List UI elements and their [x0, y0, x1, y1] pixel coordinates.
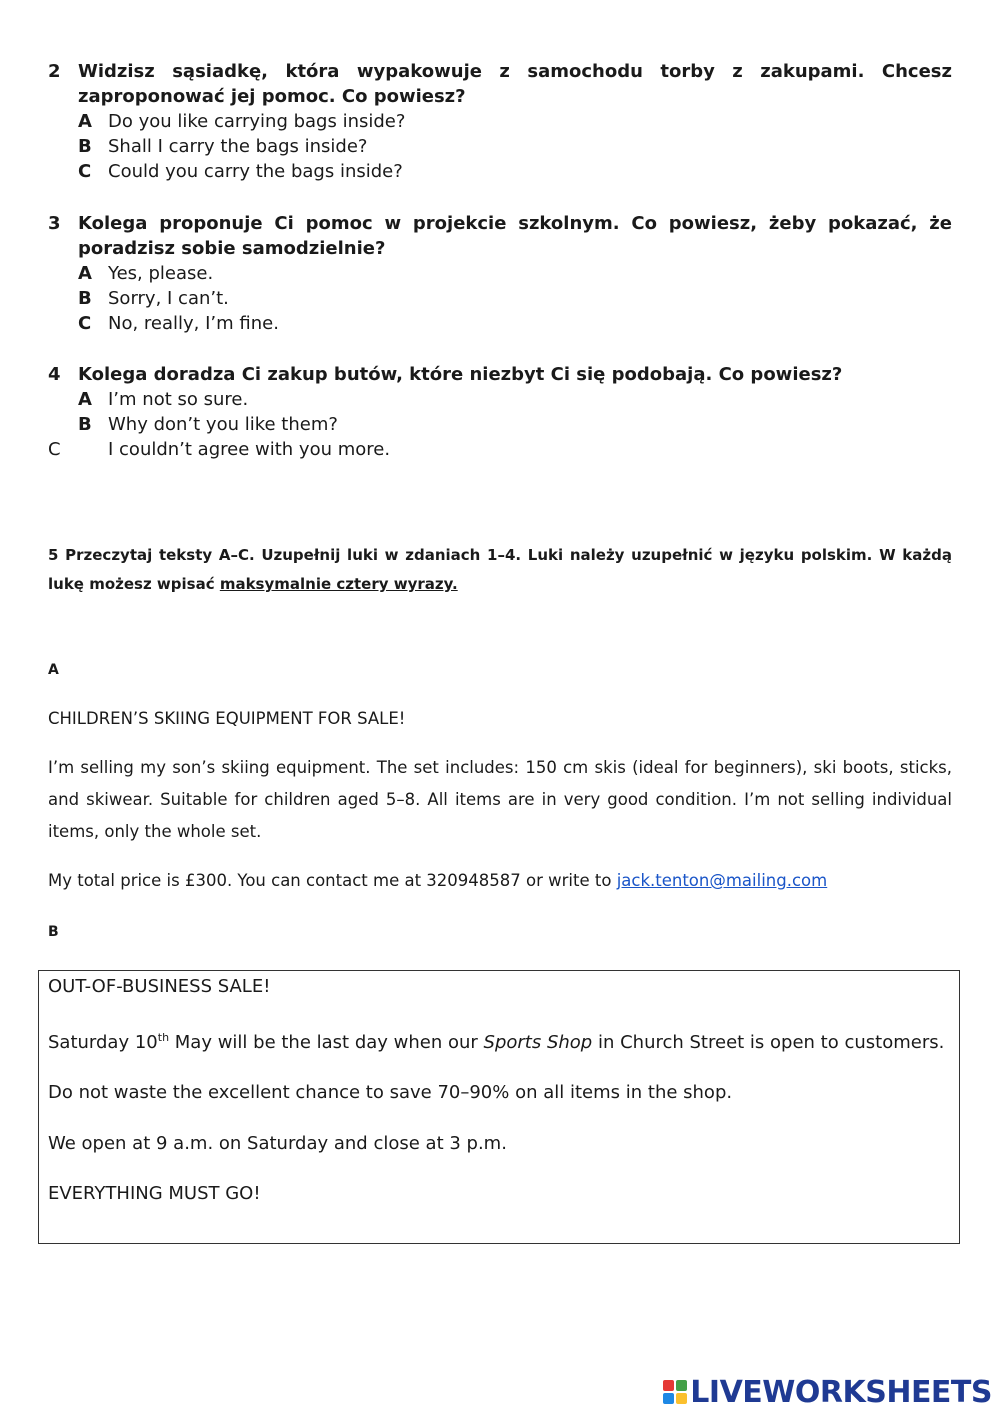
text-b-p1-pre: Saturday 10	[48, 1032, 158, 1053]
option-letter: C	[48, 439, 61, 460]
text-b-label: B	[48, 924, 59, 940]
text-b-p1-sup: th	[157, 1031, 170, 1044]
question-number: 2	[48, 61, 61, 82]
text-a-paragraph-1: I’m selling my son’s skiing equipment. The set includes: 150 cm skis (ideal for beginners), ski boots, sticks, and skiwear. Suitable for children aged 5–8. All items are in very good condition. I’m not selling individual items, only the whole set.	[48, 758, 952, 841]
option-letter: B	[78, 414, 92, 435]
option-text: I’m not so sure.	[108, 389, 249, 410]
task-5-instructions	[48, 541, 952, 599]
option-text: Why don’t you like them?	[108, 414, 338, 435]
text-b-shop-name: Sports Shop	[483, 1032, 593, 1053]
text-b-paragraph-3: We open at 9 a.m. on Saturday and close at 3 p.m.	[48, 1133, 507, 1154]
option-text: Do you like carrying bags inside?	[108, 111, 406, 132]
option-letter: A	[78, 389, 92, 410]
question-3	[48, 211, 952, 336]
question-number: 3	[48, 213, 61, 234]
text-b-paragraph-4: EVERYTHING MUST GO!	[48, 1183, 261, 1204]
option-letter: B	[78, 136, 92, 157]
option-text: Sorry, I can’t.	[108, 288, 229, 309]
text-a-label: A	[48, 662, 59, 678]
option-letter: A	[78, 263, 92, 284]
text-b-p1-mid: May will be the last day when our	[169, 1032, 484, 1053]
question-text: Widzisz sąsiadkę, która wypakowuje z samochodu torby z zakupami. Chcesz zaproponować jej pomoc. Co powiesz?	[78, 61, 952, 107]
question-number: 4	[48, 364, 61, 385]
option-text: Shall I carry the bags inside?	[108, 136, 368, 157]
option-text: Yes, please.	[108, 263, 214, 284]
brand-name: LIVEWORKSHEETS	[690, 1374, 992, 1410]
option-a[interactable]	[48, 387, 952, 412]
option-a[interactable]	[48, 261, 952, 286]
email-link[interactable]: jack.tenton@mailing.com	[616, 871, 828, 890]
text-b-box	[38, 970, 960, 1244]
text-a-heading: CHILDREN’S SKIING EQUIPMENT FOR SALE!	[48, 709, 406, 728]
task-5-intro: 5 Przeczytaj teksty A–C. Uzupełnij luki w zdaniach 1–4. Luki należy uzupełnić w języku polskim. W każdą lukę możesz wpisać	[48, 546, 952, 593]
liveworksheets-logo	[663, 1372, 992, 1412]
question-2	[48, 59, 952, 184]
option-text: No, really, I’m fine.	[108, 313, 279, 334]
text-a-paragraph-2	[48, 865, 952, 897]
option-letter: C	[78, 161, 92, 182]
text-b-paragraph-2: Do not waste the excellent chance to save 70–90% on all items in the shop.	[48, 1082, 733, 1103]
option-letter: A	[78, 111, 92, 132]
option-b[interactable]	[48, 286, 952, 311]
task-5-word-limit: maksymalnie cztery wyrazy.	[219, 575, 458, 593]
option-letter: B	[78, 288, 92, 309]
option-text: I couldn’t agree with you more.	[108, 439, 391, 460]
logo-squares-icon	[663, 1380, 687, 1404]
option-c[interactable]	[48, 159, 952, 184]
text-b-paragraph-1	[48, 1021, 950, 1059]
question-4	[48, 362, 952, 462]
question-text: Kolega proponuje Ci pomoc w projekcie szkolnym. Co powiesz, żeby pokazać, że poradzisz sobie samodzielnie?	[78, 213, 952, 259]
option-letter: C	[78, 313, 92, 334]
option-b[interactable]	[48, 412, 952, 437]
option-c[interactable]	[48, 437, 952, 462]
option-a[interactable]	[48, 109, 952, 134]
option-b[interactable]	[48, 134, 952, 159]
text-b-p1-post: in Church Street is open to customers.	[592, 1032, 945, 1053]
question-text: Kolega doradza Ci zakup butów, które niezbyt Ci się podobają. Co powiesz?	[78, 364, 843, 385]
option-c[interactable]	[48, 311, 952, 336]
text-a-contact: My total price is £300. You can contact me at 320948587 or write to	[48, 871, 617, 890]
option-text: Could you carry the bags inside?	[108, 161, 403, 182]
text-b-heading: OUT-OF-BUSINESS SALE!	[48, 976, 271, 997]
